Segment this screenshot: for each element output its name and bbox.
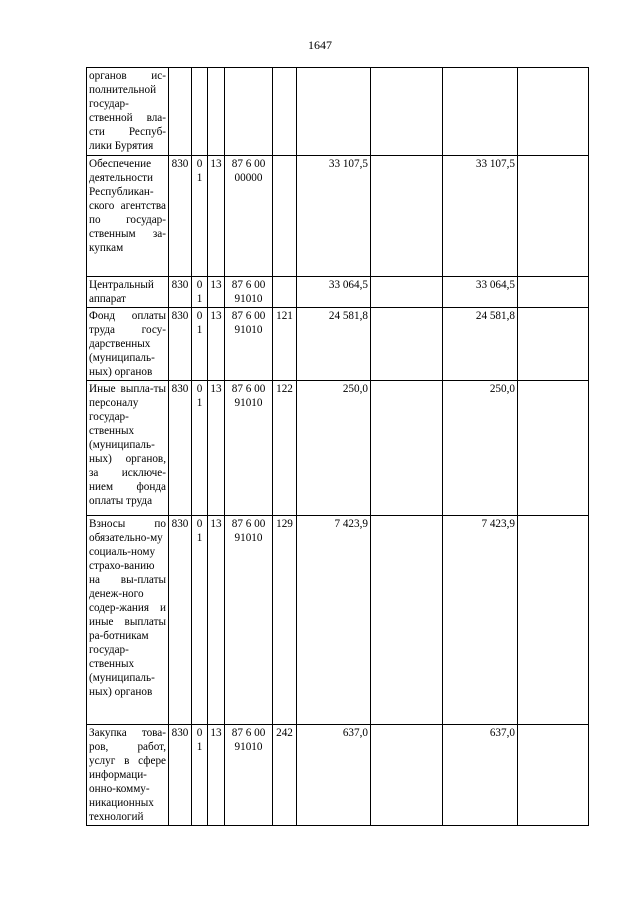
cell-pr: 13 (208, 725, 225, 826)
table-row (87, 156, 589, 277)
cell-sum1: 250,0 (297, 381, 371, 516)
cell-rz: 01 (192, 725, 208, 826)
cell-sum3: 24 581,8 (443, 308, 518, 381)
cell-sum1: 24 581,8 (297, 308, 371, 381)
cell-sum2 (371, 725, 443, 826)
table-row (87, 516, 589, 725)
cell-grbs: 830 (169, 516, 192, 725)
cell-sum1: 33 107,5 (297, 156, 371, 277)
cell-vr: 242 (273, 725, 297, 826)
cell-sum3: 250,0 (443, 381, 518, 516)
cell-vr: 122 (273, 381, 297, 516)
cell-sum4 (518, 308, 589, 381)
cell-cs: 87 6 00 91010 (225, 308, 273, 381)
cell-vr: 121 (273, 308, 297, 381)
cell-grbs: 830 (169, 725, 192, 826)
table-row (87, 308, 589, 381)
cell-sum3: 637,0 (443, 725, 518, 826)
cell-sum3: 33 107,5 (443, 156, 518, 277)
cell-name: Иные выпла-ты персоналу государ-ственных (муниципаль-ных) органов, за исключе-нием фонда оплаты труда (87, 381, 169, 516)
cell-sum2 (371, 516, 443, 725)
page-number: 1647 (308, 38, 332, 52)
cell-cs: 87 6 00 91010 (225, 381, 273, 516)
cell-sum2 (371, 68, 443, 156)
cell-vr (273, 156, 297, 277)
cell-sum1: 33 064,5 (297, 277, 371, 308)
cell-name: Фонд оплаты труда госу-дарственных (муниципаль-ных) органов (87, 308, 169, 381)
cell-grbs: 830 (169, 156, 192, 277)
cell-cs (225, 68, 273, 156)
cell-name: Взносы по обязательно-му социаль-ному страхо-ванию на вы-платы денеж-ного содер-жания и иные выплаты ра-ботникам государ-ственных (муниципаль-ных) органов (87, 516, 169, 725)
cell-pr (208, 68, 225, 156)
cell-sum4 (518, 156, 589, 277)
cell-name: Закупка това-ров, работ, услуг в сфере информаци-онно-комму-никационных технологий (87, 725, 169, 826)
cell-sum2 (371, 381, 443, 516)
cell-cs: 87 6 00 91010 (225, 725, 273, 826)
cell-sum3: 33 064,5 (443, 277, 518, 308)
table-row (87, 381, 589, 516)
cell-pr: 13 (208, 381, 225, 516)
cell-cs: 87 6 00 00000 (225, 156, 273, 277)
cell-rz: 01 (192, 156, 208, 277)
cell-vr (273, 68, 297, 156)
cell-grbs: 830 (169, 308, 192, 381)
cell-sum1: 637,0 (297, 725, 371, 826)
table-row (87, 277, 589, 308)
cell-grbs: 830 (169, 381, 192, 516)
table-row (87, 68, 589, 156)
cell-grbs: 830 (169, 277, 192, 308)
cell-sum4 (518, 277, 589, 308)
cell-name: органов ис-полнительной государ-ственной вла-сти Респуб-лики Бурятия (87, 68, 169, 156)
cell-rz: 01 (192, 381, 208, 516)
cell-rz: 01 (192, 516, 208, 725)
cell-rz: 01 (192, 308, 208, 381)
cell-sum4 (518, 516, 589, 725)
cell-grbs (169, 68, 192, 156)
table-row (87, 725, 589, 826)
cell-cs: 87 6 00 91010 (225, 277, 273, 308)
cell-sum4 (518, 68, 589, 156)
cell-rz (192, 68, 208, 156)
cell-sum4 (518, 725, 589, 826)
cell-name: Обеспечение деятельности Республикан-ского агентства по государ-ственным за-купкам (87, 156, 169, 277)
cell-sum1: 7 423,9 (297, 516, 371, 725)
cell-cs: 87 6 00 91010 (225, 516, 273, 725)
cell-name: Центральный аппарат (87, 277, 169, 308)
budget-table (86, 67, 589, 826)
cell-sum3 (443, 68, 518, 156)
cell-pr: 13 (208, 156, 225, 277)
cell-pr: 13 (208, 277, 225, 308)
cell-pr: 13 (208, 516, 225, 725)
cell-sum2 (371, 308, 443, 381)
cell-vr: 129 (273, 516, 297, 725)
cell-rz: 01 (192, 277, 208, 308)
cell-sum3: 7 423,9 (443, 516, 518, 725)
cell-pr: 13 (208, 308, 225, 381)
cell-sum2 (371, 277, 443, 308)
cell-sum1 (297, 68, 371, 156)
cell-sum4 (518, 381, 589, 516)
cell-vr (273, 277, 297, 308)
cell-sum2 (371, 156, 443, 277)
